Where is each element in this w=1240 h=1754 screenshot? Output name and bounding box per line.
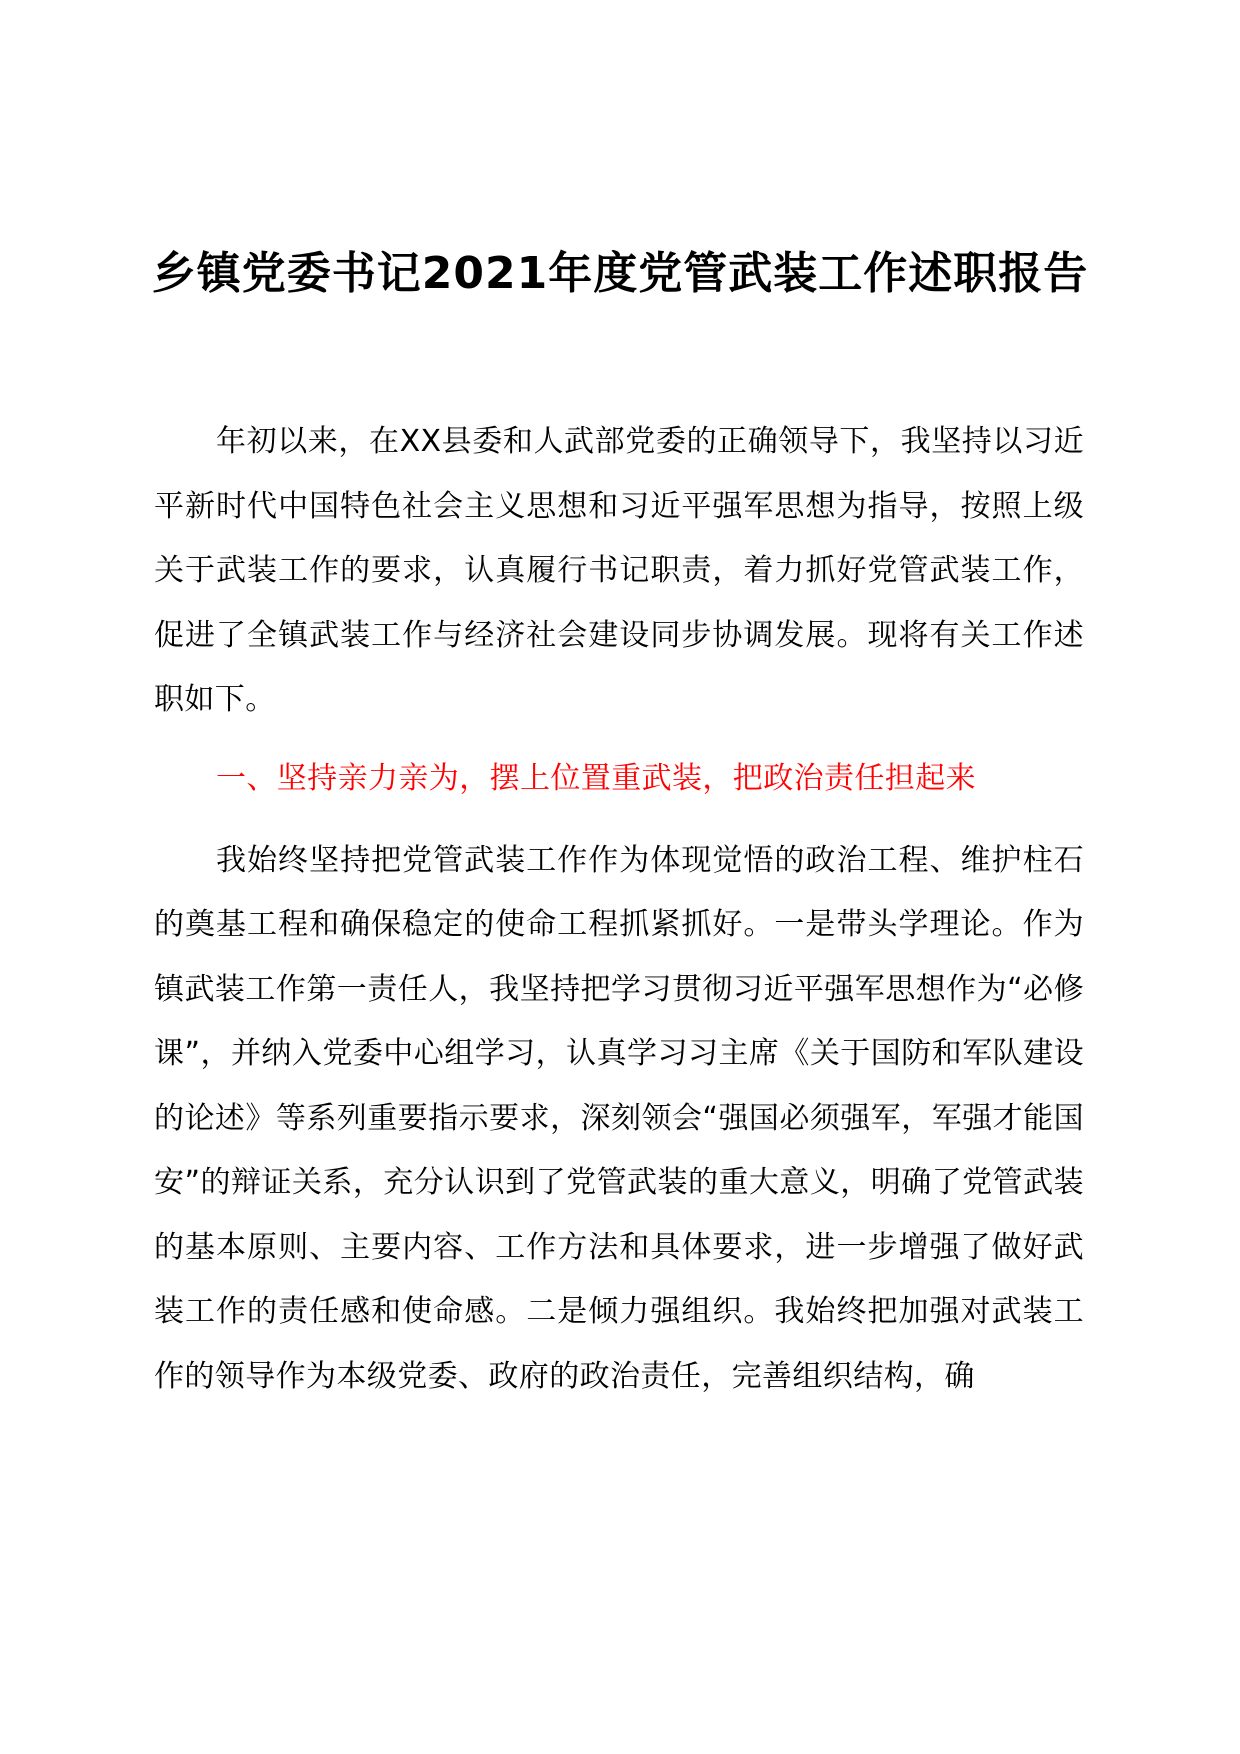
document-body bbox=[154, 410, 1084, 1409]
document-title: 乡镇党委书记2021年度党管武装工作述职报告 bbox=[151, 248, 1089, 299]
intro-paragraph: 年初以来，在XX县委和人武部党委的正确领导下，我坚持以习近平新时代中国特色社会主义思想和习近平强军思想为指导，按照上级关于武装工作的要求，认真履行书记职责，着力抓好党管武装工作，促进了全镇武装工作与经济社会建设同步协调发展。现将有关工作述职如下。 bbox=[154, 424, 1084, 717]
section-1-body-paragraph: 我始终坚持把党管武装工作作为体现觉悟的政治工程、维护柱石的奠基工程和确保稳定的使命工程抓紧抓好。一是带头学理论。作为镇武装工作第一责任人，我坚持把学习贯彻习近平强军思想作为“必修课”，并纳入党委中心组学习，认真学习习主席《关于国防和军队建设的论述》等系列重要指示要求，深刻领会“强国必须强军，军强才能国安”的辩证关系，充分认识到了党管武装的重大意义，明确了党管武装的基本原则、主要内容、工作方法和具体要求，进一步增强了做好武装工作的责任感和使命感。二是倾力强组织。我始终把加强对武装工作的领导作为本级党委、政府的政治责任，完善组织结构，确 bbox=[154, 842, 1084, 1394]
section-1-heading: 一、坚持亲力亲为，摆上位置重武装，把政治责任担起来 bbox=[216, 760, 976, 796]
